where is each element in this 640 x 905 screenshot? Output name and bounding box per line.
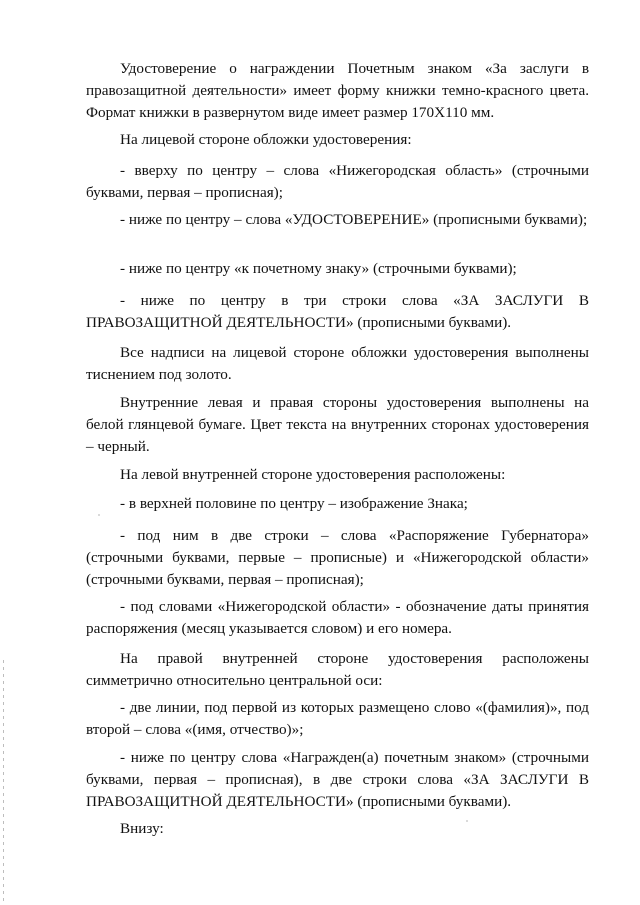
paragraph-left-inner-heading: На левой внутренней стороне удостоверения расположены: bbox=[120, 466, 506, 483]
paragraph-right-inner-heading: На правой внутренней стороне удостоверения расположены симметрично относительно центральной оси: bbox=[86, 650, 589, 689]
paragraph-cover-front-heading: На лицевой стороне обложки удостоверения: bbox=[120, 131, 412, 148]
paragraph-cover-region-words: - вверху по центру – слова «Нижегородская область» (строчными буквами, первая – прописная); bbox=[86, 162, 589, 201]
paragraph-certificate-format: Удостоверение о награждении Почетным знаком «За заслуги в правозащитной деятельности» имеет форму книжки темно-красного цвета. Формат книжки в развернутом виде имеет размер 170Х110 мм. bbox=[86, 60, 589, 121]
paragraph-bottom-heading: Внизу: bbox=[120, 820, 164, 837]
paragraph-left-badge-image: - в верхней половине по центру – изображение Знака; bbox=[120, 495, 468, 512]
scan-speck bbox=[466, 820, 468, 822]
paragraph-inner-pages-paper: Внутренние левая и правая стороны удостоверения выполнены на белой глянцевой бумаге. Цвет текста на внутренних сторонах удостоверения – черный. bbox=[86, 394, 589, 455]
paragraph-right-awarded-text: - ниже по центру слова «Награжден(а) почетным знаком» (строчными буквами, первая – прописная), в две строки слова «ЗА ЗАСЛУГИ В ПРАВОЗАЩИТНОЙ ДЕЯТЕЛЬНОСТИ» (прописными буквами). bbox=[86, 749, 589, 810]
paragraph-cover-certificate-word: - ниже по центру – слова «УДОСТОВЕРЕНИЕ» (прописными буквами); bbox=[120, 211, 588, 228]
paragraph-left-order-date: - под словами «Нижегородской области» - обозначение даты принятия распоряжения (месяц указывается словом) и его номера. bbox=[86, 598, 589, 637]
paragraph-gold-embossing: Все надписи на лицевой стороне обложки удостоверения выполнены тиснением под золото. bbox=[86, 344, 589, 383]
paragraph-cover-merit-title: - ниже по центру в три строки слова «ЗА ЗАСЛУГИ В ПРАВОЗАЩИТНОЙ ДЕЯТЕЛЬНОСТИ» (прописными буквами). bbox=[86, 292, 589, 331]
paragraph-left-governor-order: - под ним в две строки – слова «Распоряжение Губернатора» (строчными буквами, первые – прописные) и «Нижегородской области» (строчными буквами, первая – прописная); bbox=[86, 527, 589, 588]
scan-speck bbox=[98, 514, 100, 516]
paragraph-cover-to-badge: - ниже по центру «к почетному знаку» (строчными буквами); bbox=[120, 260, 517, 277]
paragraph-right-name-lines: - две линии, под первой из которых размещено слово «(фамилия)», под второй – слова «(имя, отчество)»; bbox=[86, 699, 589, 738]
scan-edge-mark bbox=[3, 660, 4, 905]
